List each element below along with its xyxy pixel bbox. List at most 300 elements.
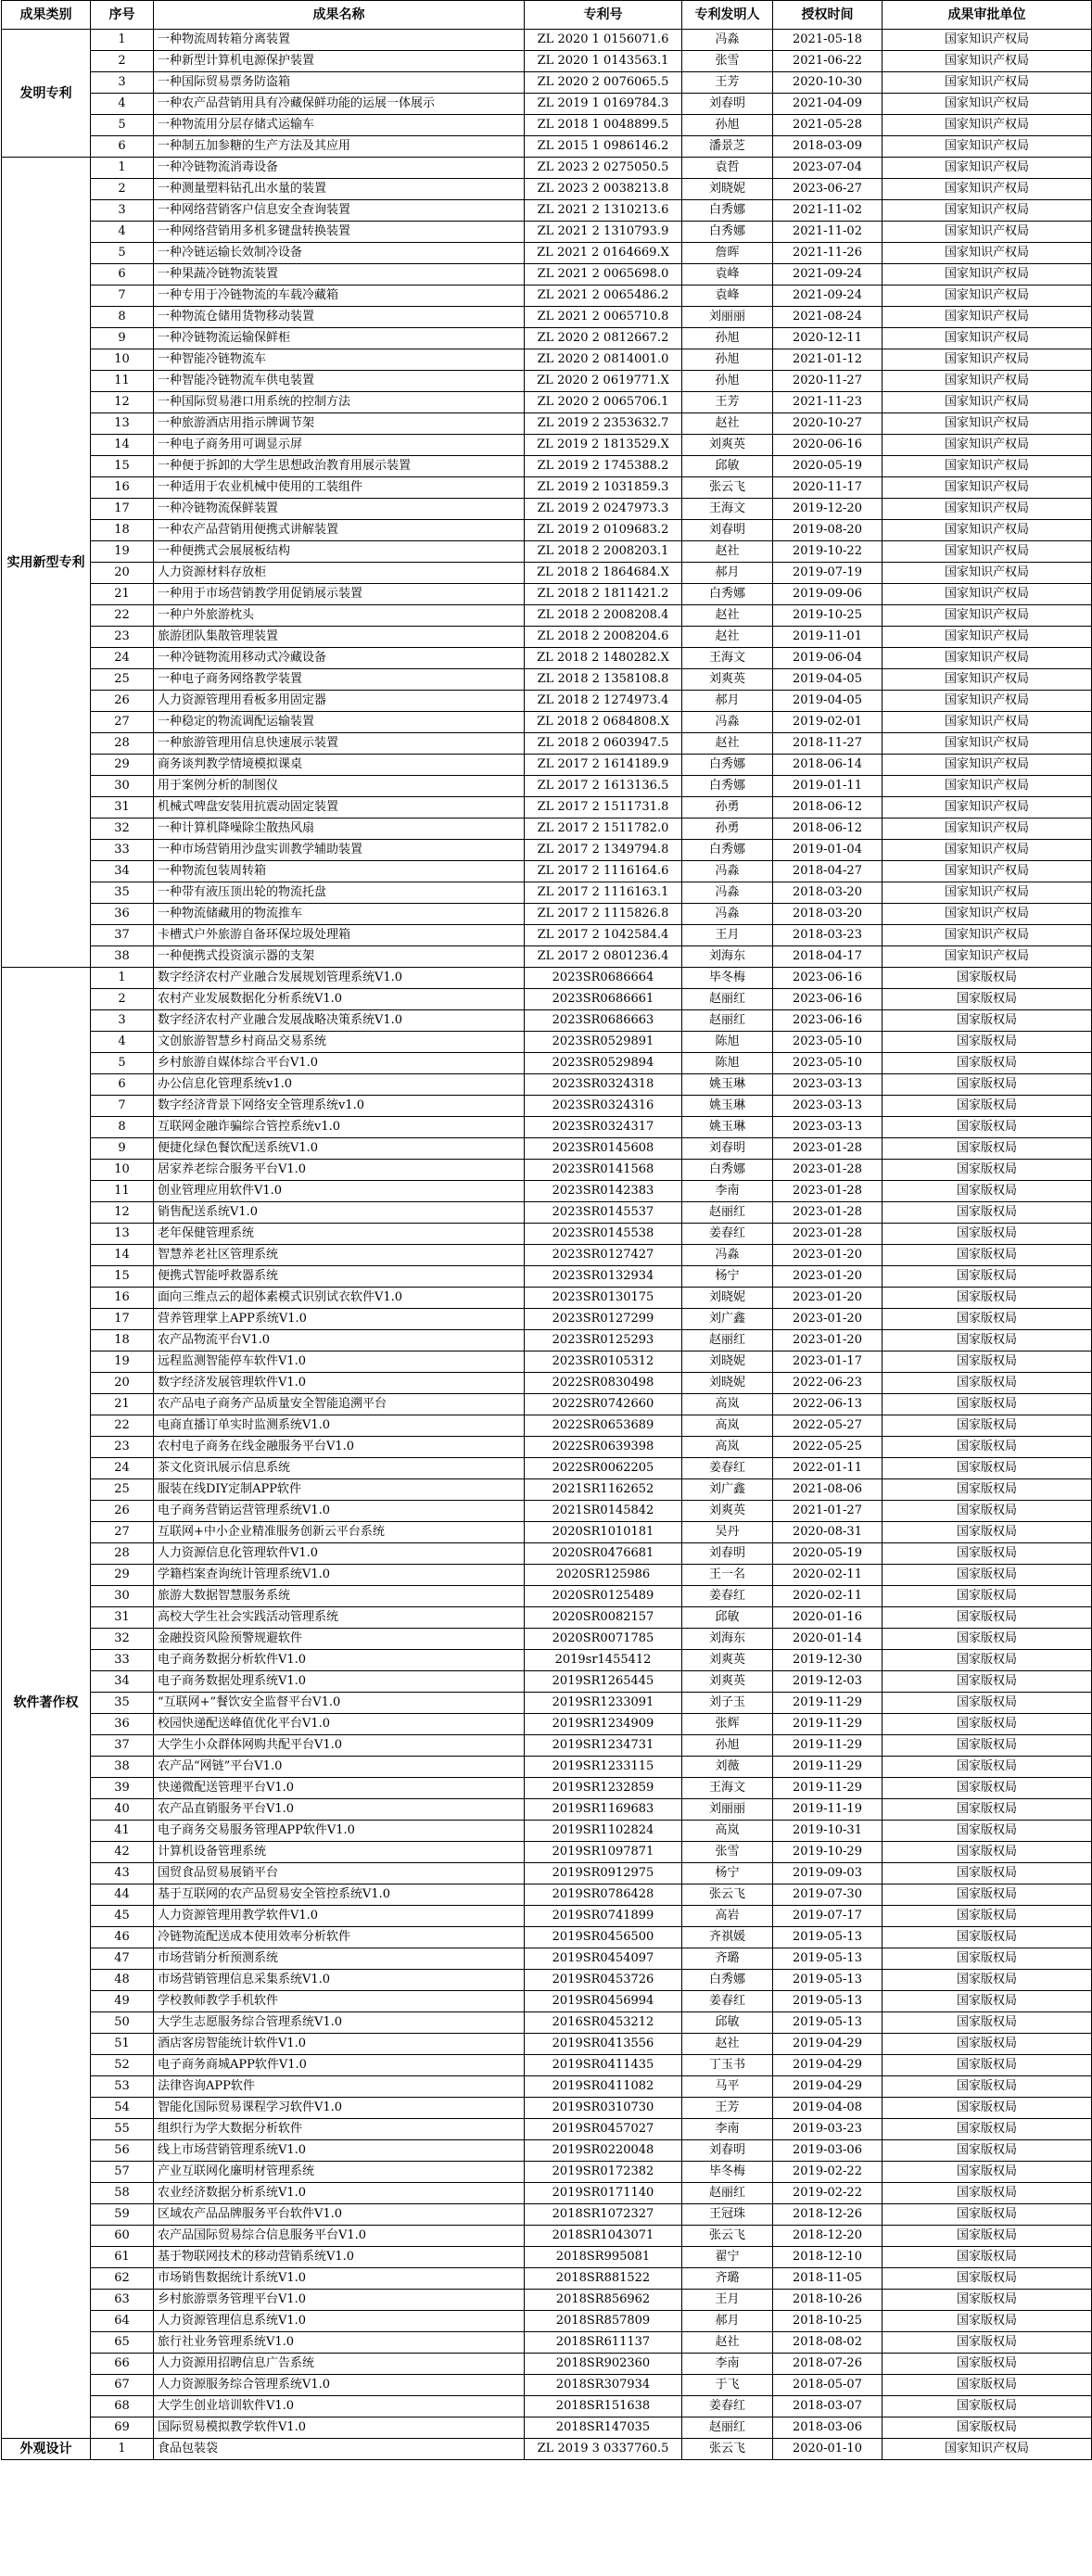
- row-inventor: 王一名: [682, 1565, 773, 1586]
- row-approval-unit: 国家知识产权局: [882, 691, 1092, 712]
- row-index: 45: [91, 1906, 154, 1927]
- row-name: 一种物流储藏用的物流推车: [154, 904, 525, 925]
- table-row: [2, 1160, 1092, 1181]
- row-patent-number: ZL 2020 2 0812667.2: [525, 328, 682, 349]
- row-approval-unit: 国家版权局: [882, 1970, 1092, 1991]
- row-patent-number: 2019SR1233115: [525, 1757, 682, 1778]
- row-approval-unit: 国家知识产权局: [882, 925, 1092, 946]
- row-patent-number: 2022SR0830498: [525, 1373, 682, 1394]
- row-index: 29: [91, 1565, 154, 1586]
- row-grant-date: 2023-06-27: [773, 179, 882, 200]
- row-patent-number: 2020SR125986: [525, 1565, 682, 1586]
- row-approval-unit: 国家知识产权局: [882, 115, 1092, 136]
- row-grant-date: 2020-01-10: [773, 2439, 882, 2460]
- table-row: [2, 2226, 1092, 2247]
- row-patent-number: 2019SR1232859: [525, 1778, 682, 1799]
- row-index: 22: [91, 1415, 154, 1437]
- row-inventor: 张雪: [682, 51, 773, 72]
- row-grant-date: 2019-04-05: [773, 691, 882, 712]
- row-grant-date: 2019-04-08: [773, 2098, 882, 2119]
- row-patent-number: 2019SR0413556: [525, 2034, 682, 2055]
- row-name: 基于物联网技术的移动营销系统V1.0: [154, 2247, 525, 2268]
- row-name: 区域农产品品牌服务平台软件V1.0: [154, 2204, 525, 2226]
- row-name: 一种智能冷链物流车: [154, 349, 525, 371]
- row-index: 57: [91, 2162, 154, 2183]
- row-approval-unit: 国家知识产权局: [882, 243, 1092, 264]
- row-patent-number: ZL 2018 2 1811421.2: [525, 584, 682, 605]
- row-grant-date: 2023-03-13: [773, 1117, 882, 1138]
- row-grant-date: 2023-03-13: [773, 1096, 882, 1117]
- row-inventor: 詹晖: [682, 243, 773, 264]
- row-name: 便携式智能呼救器系统: [154, 1266, 525, 1288]
- row-inventor: 高岚: [682, 1415, 773, 1437]
- table-row: [2, 1543, 1092, 1565]
- table-row: [2, 2204, 1092, 2226]
- row-patent-number: ZL 2019 2 1031859.3: [525, 477, 682, 499]
- row-patent-number: ZL 2021 2 0065486.2: [525, 286, 682, 307]
- row-index: 1: [91, 30, 154, 51]
- table-row: [2, 307, 1092, 328]
- row-name: 用于案例分析的制图仪: [154, 776, 525, 797]
- row-grant-date: 2023-05-10: [773, 1053, 882, 1074]
- table-row: [2, 1309, 1092, 1330]
- row-index: 3: [91, 1010, 154, 1032]
- row-index: 41: [91, 1821, 154, 1842]
- row-grant-date: 2023-03-13: [773, 1074, 882, 1096]
- table-row: [2, 1607, 1092, 1629]
- row-inventor: 刘春明: [682, 1543, 773, 1565]
- row-index: 50: [91, 2012, 154, 2034]
- category-cell: 发明专利: [2, 30, 91, 158]
- row-index: 2: [91, 51, 154, 72]
- row-name: 一种国际贸易票务防盗箱: [154, 72, 525, 94]
- row-index: 10: [91, 349, 154, 371]
- row-name: 酒店客房智能统计软件V1.0: [154, 2034, 525, 2055]
- row-approval-unit: 国家版权局: [882, 1202, 1092, 1224]
- table-row: [2, 2034, 1092, 2055]
- row-patent-number: 2019SR1102824: [525, 1821, 682, 1842]
- row-inventor: 郝月: [682, 2311, 773, 2332]
- row-inventor: 赵社: [682, 2034, 773, 2055]
- row-grant-date: 2020-05-19: [773, 456, 882, 477]
- row-grant-date: 2019-11-19: [773, 1799, 882, 1821]
- row-patent-number: ZL 2020 2 0814001.0: [525, 349, 682, 371]
- row-grant-date: 2019-11-29: [773, 1778, 882, 1799]
- row-inventor: 齐璐: [682, 1948, 773, 1970]
- row-grant-date: 2020-06-16: [773, 435, 882, 456]
- row-approval-unit: 国家版权局: [882, 1927, 1092, 1948]
- row-patent-number: ZL 2017 2 1511782.0: [525, 818, 682, 840]
- row-approval-unit: 国家知识产权局: [882, 648, 1092, 669]
- row-patent-number: ZL 2018 2 2008204.6: [525, 627, 682, 648]
- row-inventor: 赵社: [682, 541, 773, 563]
- row-grant-date: 2019-02-01: [773, 712, 882, 733]
- row-grant-date: 2019-04-29: [773, 2055, 882, 2076]
- row-patent-number: ZL 2018 2 1274973.4: [525, 691, 682, 712]
- row-patent-number: 2018SR857809: [525, 2311, 682, 2332]
- table-row: [2, 30, 1092, 51]
- row-grant-date: 2019-05-13: [773, 1948, 882, 1970]
- table-row: [2, 1863, 1092, 1884]
- row-patent-number: 2022SR0742660: [525, 1394, 682, 1415]
- row-patent-number: ZL 2020 1 0143563.1: [525, 51, 682, 72]
- row-inventor: 刘春明: [682, 520, 773, 541]
- row-patent-number: ZL 2019 2 1745388.2: [525, 456, 682, 477]
- row-name: 一种电子商务网络教学装置: [154, 669, 525, 691]
- table-row: [2, 371, 1092, 392]
- header-patent-number: 专利号: [525, 1, 682, 30]
- row-index: 29: [91, 755, 154, 776]
- table-row: [2, 1288, 1092, 1309]
- row-name: 数字经济背景下网络安全管理系统v1.0: [154, 1096, 525, 1117]
- row-grant-date: 2019-01-11: [773, 776, 882, 797]
- row-inventor: 刘薇: [682, 1757, 773, 1778]
- table-row: [2, 584, 1092, 605]
- row-patent-number: ZL 2018 2 2008203.1: [525, 541, 682, 563]
- row-index: 36: [91, 904, 154, 925]
- row-approval-unit: 国家知识产权局: [882, 904, 1092, 925]
- row-inventor: 冯淼: [682, 1245, 773, 1266]
- row-patent-number: 2020SR0125489: [525, 1586, 682, 1607]
- row-inventor: 王冠珠: [682, 2204, 773, 2226]
- row-inventor: 陈旭: [682, 1032, 773, 1053]
- row-inventor: 王芳: [682, 2098, 773, 2119]
- row-approval-unit: 国家版权局: [882, 1821, 1092, 1842]
- row-inventor: 白秀娜: [682, 840, 773, 861]
- row-patent-number: ZL 2018 2 2008208.4: [525, 605, 682, 627]
- row-approval-unit: 国家版权局: [882, 1543, 1092, 1565]
- row-grant-date: 2021-11-26: [773, 243, 882, 264]
- table-row: [2, 1778, 1092, 1799]
- row-approval-unit: 国家知识产权局: [882, 307, 1092, 328]
- table-row: [2, 520, 1092, 541]
- row-index: 31: [91, 1607, 154, 1629]
- row-index: 23: [91, 627, 154, 648]
- row-name: 营养管理掌上APP系统V1.0: [154, 1309, 525, 1330]
- row-grant-date: 2021-11-23: [773, 392, 882, 413]
- table-row: [2, 2417, 1092, 2439]
- row-approval-unit: 国家知识产权局: [882, 797, 1092, 818]
- row-grant-date: 2021-04-09: [773, 94, 882, 115]
- table-row: [2, 541, 1092, 563]
- row-grant-date: 2019-05-13: [773, 1991, 882, 2012]
- row-name: 电子商务数据分析软件V1.0: [154, 1650, 525, 1671]
- row-name: 卡槽式户外旅游自备环保垃圾处理箱: [154, 925, 525, 946]
- row-inventor: 姚玉琳: [682, 1096, 773, 1117]
- table-row: [2, 1458, 1092, 1479]
- row-inventor: 齐璐: [682, 2268, 773, 2290]
- row-approval-unit: 国家知识产权局: [882, 286, 1092, 307]
- row-patent-number: 2019SR0172382: [525, 2162, 682, 2183]
- row-index: 19: [91, 541, 154, 563]
- row-approval-unit: 国家版权局: [882, 1224, 1092, 1245]
- row-name: 市场销售数据统计系统V1.0: [154, 2268, 525, 2290]
- row-patent-number: 2019SR0456994: [525, 1991, 682, 2012]
- row-inventor: 刘爽英: [682, 435, 773, 456]
- row-approval-unit: 国家版权局: [882, 2140, 1092, 2162]
- row-index: 28: [91, 733, 154, 755]
- row-inventor: 刘爽英: [682, 1671, 773, 1693]
- row-patent-number: ZL 2020 2 0619771.X: [525, 371, 682, 392]
- row-patent-number: 2023SR0127427: [525, 1245, 682, 1266]
- row-patent-number: 2022SR0653689: [525, 1415, 682, 1437]
- row-grant-date: 2019-11-29: [773, 1735, 882, 1757]
- row-name: 一种物流仓储用货物移动装置: [154, 307, 525, 328]
- row-index: 60: [91, 2226, 154, 2247]
- row-inventor: 张云飞: [682, 2439, 773, 2460]
- row-grant-date: 2021-06-22: [773, 51, 882, 72]
- row-name: 互联网金融诈骗综合管控系统v1.0: [154, 1117, 525, 1138]
- row-grant-date: 2022-05-25: [773, 1437, 882, 1458]
- row-grant-date: 2020-11-27: [773, 371, 882, 392]
- row-approval-unit: 国家知识产权局: [882, 840, 1092, 861]
- row-approval-unit: 国家知识产权局: [882, 605, 1092, 627]
- row-name: 食品包装袋: [154, 2439, 525, 2460]
- row-inventor: 刘春明: [682, 94, 773, 115]
- row-approval-unit: 国家版权局: [882, 1650, 1092, 1671]
- table-row: [2, 2119, 1092, 2140]
- row-patent-number: 2023SR0145537: [525, 1202, 682, 1224]
- table-row: [2, 1501, 1092, 1522]
- row-index: 69: [91, 2417, 154, 2439]
- row-inventor: 袁哲: [682, 158, 773, 179]
- row-grant-date: 2018-11-27: [773, 733, 882, 755]
- table-row: [2, 1671, 1092, 1693]
- row-name: 电子商务商城APP软件V1.0: [154, 2055, 525, 2076]
- row-approval-unit: 国家知识产权局: [882, 72, 1092, 94]
- row-grant-date: 2019-10-25: [773, 605, 882, 627]
- table-row: [2, 1224, 1092, 1245]
- row-approval-unit: 国家版权局: [882, 1330, 1092, 1351]
- table-row: [2, 499, 1092, 520]
- row-grant-date: 2019-06-04: [773, 648, 882, 669]
- row-index: 14: [91, 1245, 154, 1266]
- row-grant-date: 2019-09-06: [773, 584, 882, 605]
- row-name: 一种果蔬冷链物流装置: [154, 264, 525, 286]
- row-patent-number: 2023SR0145608: [525, 1138, 682, 1160]
- row-grant-date: 2021-05-18: [773, 30, 882, 51]
- table-row: [2, 2311, 1092, 2332]
- row-index: 1: [91, 2439, 154, 2460]
- table-row: [2, 413, 1092, 435]
- row-index: 65: [91, 2332, 154, 2354]
- table-row: [2, 2098, 1092, 2119]
- row-grant-date: 2021-09-24: [773, 286, 882, 307]
- row-index: 3: [91, 72, 154, 94]
- row-approval-unit: 国家版权局: [882, 1629, 1092, 1650]
- row-name: “互联网+”餐饮安全监督平台V1.0: [154, 1693, 525, 1714]
- table-row: [2, 2012, 1092, 2034]
- row-patent-number: 2019SR0456500: [525, 1927, 682, 1948]
- table-row: [2, 1394, 1092, 1415]
- row-inventor: 王海文: [682, 1778, 773, 1799]
- row-name: 人力资源服务综合管理系统V1.0: [154, 2375, 525, 2396]
- row-name: 智能化国际贸易课程学习软件V1.0: [154, 2098, 525, 2119]
- row-inventor: 刘丽丽: [682, 1799, 773, 1821]
- row-grant-date: 2021-01-12: [773, 349, 882, 371]
- row-name: 面向三维点云的超体素模式识别试衣软件V1.0: [154, 1288, 525, 1309]
- row-inventor: 高岩: [682, 1906, 773, 1927]
- table-row: [2, 1629, 1092, 1650]
- table-row: [2, 200, 1092, 222]
- row-patent-number: ZL 2019 3 0337760.5: [525, 2439, 682, 2460]
- row-inventor: 杨宁: [682, 1266, 773, 1288]
- row-index: 59: [91, 2204, 154, 2226]
- row-inventor: 姜春红: [682, 1458, 773, 1479]
- row-patent-number: 2023SR0324316: [525, 1096, 682, 1117]
- table-row: [2, 861, 1092, 882]
- row-index: 1: [91, 158, 154, 179]
- row-grant-date: 2019-05-13: [773, 1927, 882, 1948]
- row-patent-number: 2018SR1072327: [525, 2204, 682, 2226]
- row-inventor: 邱敏: [682, 1607, 773, 1629]
- row-index: 37: [91, 925, 154, 946]
- row-grant-date: 2018-04-27: [773, 861, 882, 882]
- row-index: 9: [91, 1138, 154, 1160]
- row-inventor: 刘春明: [682, 1138, 773, 1160]
- row-patent-number: ZL 2023 2 0275050.5: [525, 158, 682, 179]
- row-approval-unit: 国家知识产权局: [882, 818, 1092, 840]
- table-row: [2, 1799, 1092, 1821]
- row-patent-number: 2019SR0786428: [525, 1884, 682, 1906]
- row-patent-number: 2019SR1234909: [525, 1714, 682, 1735]
- row-inventor: 刘海东: [682, 1629, 773, 1650]
- row-grant-date: 2018-06-12: [773, 818, 882, 840]
- row-index: 52: [91, 2055, 154, 2076]
- row-name: 计算机设备管理系统: [154, 1842, 525, 1863]
- row-approval-unit: 国家知识产权局: [882, 94, 1092, 115]
- row-patent-number: 2019sr1455412: [525, 1650, 682, 1671]
- row-index: 15: [91, 1266, 154, 1288]
- row-name: 农产品“网链”平台V1.0: [154, 1757, 525, 1778]
- row-inventor: 张云飞: [682, 2226, 773, 2247]
- row-grant-date: 2018-08-02: [773, 2332, 882, 2354]
- table-row: [2, 1053, 1092, 1074]
- row-index: 32: [91, 818, 154, 840]
- row-approval-unit: 国家知识产权局: [882, 30, 1092, 51]
- row-patent-number: 2022SR0062205: [525, 1458, 682, 1479]
- row-name: 产业互联网化廉明材管理系统: [154, 2162, 525, 2183]
- row-approval-unit: 国家知识产权局: [882, 541, 1092, 563]
- row-inventor: 王月: [682, 925, 773, 946]
- row-name: 一种专用于冷链物流的车载冷藏箱: [154, 286, 525, 307]
- row-index: 61: [91, 2247, 154, 2268]
- row-approval-unit: 国家知识产权局: [882, 51, 1092, 72]
- row-grant-date: 2019-11-29: [773, 1714, 882, 1735]
- row-name: 一种旅游酒店用指示牌调节架: [154, 413, 525, 435]
- row-approval-unit: 国家版权局: [882, 1948, 1092, 1970]
- row-grant-date: 2021-11-02: [773, 200, 882, 222]
- row-name: 一种计算机降噪除尘散热风扇: [154, 818, 525, 840]
- row-patent-number: ZL 2020 1 0156071.6: [525, 30, 682, 51]
- row-name: 冷链物流配送成本使用效率分析软件: [154, 1927, 525, 1948]
- row-patent-number: ZL 2015 1 0986146.2: [525, 136, 682, 158]
- row-index: 11: [91, 371, 154, 392]
- row-approval-unit: 国家版权局: [882, 1991, 1092, 2012]
- row-patent-number: ZL 2019 2 2353632.7: [525, 413, 682, 435]
- table-row: [2, 1245, 1092, 1266]
- row-patent-number: 2023SR0686661: [525, 989, 682, 1010]
- category-cell: 外观设计: [2, 2439, 91, 2460]
- header-grant-date: 授权时间: [773, 1, 882, 30]
- row-grant-date: 2020-10-27: [773, 413, 882, 435]
- row-index: 56: [91, 2140, 154, 2162]
- row-patent-number: ZL 2018 2 1358108.8: [525, 669, 682, 691]
- row-name: 一种新型计算机电源保护装置: [154, 51, 525, 72]
- row-index: 32: [91, 1629, 154, 1650]
- row-approval-unit: 国家版权局: [882, 1394, 1092, 1415]
- table-row: [2, 1330, 1092, 1351]
- row-index: 25: [91, 669, 154, 691]
- row-inventor: 丁玉书: [682, 2055, 773, 2076]
- row-inventor: 孙旭: [682, 115, 773, 136]
- row-patent-number: 2023SR0105312: [525, 1351, 682, 1373]
- row-index: 55: [91, 2119, 154, 2140]
- table-row: [2, 882, 1092, 904]
- header-inventor: 专利发明人: [682, 1, 773, 30]
- table-row: [2, 712, 1092, 733]
- row-name: 农产品电子商务产品质量安全智能追溯平台: [154, 1394, 525, 1415]
- row-grant-date: 2023-07-04: [773, 158, 882, 179]
- row-index: 62: [91, 2268, 154, 2290]
- table-row: [2, 222, 1092, 243]
- row-inventor: 赵社: [682, 413, 773, 435]
- row-name: 一种测量塑料钻孔出水量的装置: [154, 179, 525, 200]
- row-name: 农村产业发展数据化分析系统V1.0: [154, 989, 525, 1010]
- row-grant-date: 2019-03-23: [773, 2119, 882, 2140]
- row-approval-unit: 国家版权局: [882, 1266, 1092, 1288]
- row-patent-number: 2022SR0639398: [525, 1437, 682, 1458]
- row-patent-number: 2023SR0145538: [525, 1224, 682, 1245]
- row-index: 27: [91, 1522, 154, 1543]
- row-approval-unit: 国家版权局: [882, 2417, 1092, 2439]
- row-name: 一种稳定的物流调配运输装置: [154, 712, 525, 733]
- row-grant-date: 2019-02-22: [773, 2162, 882, 2183]
- row-approval-unit: 国家知识产权局: [882, 733, 1092, 755]
- table-row: [2, 2247, 1092, 2268]
- row-patent-number: 2018SR611137: [525, 2332, 682, 2354]
- row-grant-date: 2022-06-23: [773, 1373, 882, 1394]
- table-row: [2, 1735, 1092, 1757]
- row-patent-number: ZL 2019 2 1813529.X: [525, 435, 682, 456]
- table-row: [2, 477, 1092, 499]
- row-inventor: 孙勇: [682, 818, 773, 840]
- row-patent-number: 2018SR147035: [525, 2417, 682, 2439]
- row-index: 7: [91, 1096, 154, 1117]
- row-name: 人力资源管理用教学软件V1.0: [154, 1906, 525, 1927]
- table-row: [2, 1970, 1092, 1991]
- row-name: 一种物流包装周转箱: [154, 861, 525, 882]
- row-patent-number: ZL 2021 2 1310213.6: [525, 200, 682, 222]
- row-inventor: 孙勇: [682, 797, 773, 818]
- row-name: 一种冷链物流消毒设备: [154, 158, 525, 179]
- row-patent-number: 2019SR0741899: [525, 1906, 682, 1927]
- row-patent-number: 2019SR1234731: [525, 1735, 682, 1757]
- row-approval-unit: 国家知识产权局: [882, 563, 1092, 584]
- row-name: 线上市场营销管理系统V1.0: [154, 2140, 525, 2162]
- row-name: 高校大学生社会实践活动管理系统: [154, 1607, 525, 1629]
- row-approval-unit: 国家版权局: [882, 1842, 1092, 1863]
- table-row: [2, 1991, 1092, 2012]
- row-name: 市场营销管理信息采集系统V1.0: [154, 1970, 525, 1991]
- row-grant-date: 2023-01-28: [773, 1224, 882, 1245]
- row-inventor: 杨宁: [682, 1863, 773, 1884]
- row-grant-date: 2023-01-17: [773, 1351, 882, 1373]
- table-row: [2, 2375, 1092, 2396]
- row-patent-number: 2021SR0145842: [525, 1501, 682, 1522]
- row-patent-number: ZL 2019 2 0109683.2: [525, 520, 682, 541]
- table-row: [2, 1927, 1092, 1948]
